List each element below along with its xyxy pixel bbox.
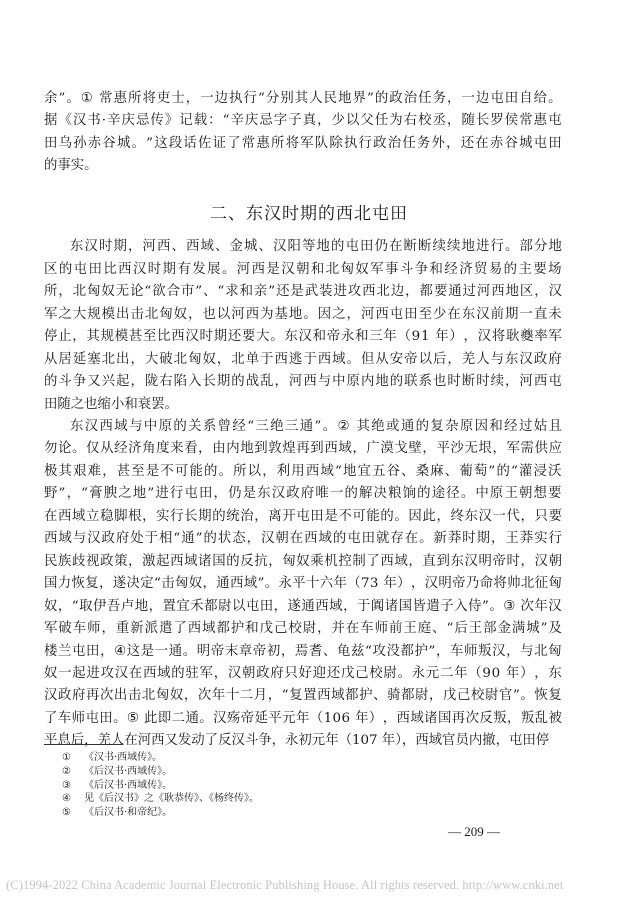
- text-line: 奴 ， “ 取 伊 吾 卢 地 ， 置 宜 禾 都 尉 以 屯 田 ， 遂 通 西 域 ， 于 阗 诸 国 皆 遣 子 入 侍 ” 。 ③ 次 年 汉: [44, 598, 562, 614]
- footnote-text: 《汉书·西域传》。: [84, 752, 163, 763]
- footnote-text: 《后汉书·和帝纪》。: [84, 807, 173, 819]
- text-line: 余 ” 。 ① 常 惠 所 将 吏 士 ， 一 边 执 行 “ 分 别 其 人 民 地 界 ” 的 政 治 任 务 ， 一 边 屯 田 自 给 。: [44, 91, 562, 106]
- text-line: 所 ， 北 匈 奴 无 论 “ 欲 合 市 ” 、 “ 求 和 亲 ” 还 是 武 装 进 攻 西 北 边 ， 都 要 通 过 河 西 地 区 ， 汉: [44, 284, 562, 299]
- text-line: 西 域 与 汉 政 府 处 于 相 “ 通 ” 的 状 态 ， 汉 朝 在 西 域 的 屯 田 就 存 在 。 新 莽 时 期 ， 王 莽 实 行: [44, 531, 562, 547]
- text-line: 东 汉 时 期 ， 河 西 、 西 域 、 金 城 、 汉 阳 等 地 的 屯 田 仍 在 断 断 续 续 地 进 行 。 部 分 地: [70, 239, 562, 254]
- footnote: [62, 806, 172, 820]
- footnote: [62, 779, 172, 793]
- text-line: 极 其 艰 难 ， 甚 至 是 不 可 能 的 。 所 以 ， 利 用 西 域 “ 地 宜 五 谷 、 桑 麻 、 葡 萄 ” 的 “ 灌 浸 沃: [44, 463, 562, 479]
- text-line: 区 的 屯 田 比 西 汉 时 期 有 发 展 。 河 西 是 汉 朝 和 北 匈 奴 军 事 斗 争 和 经 济 贸 易 的 主 要 场: [44, 261, 562, 277]
- section-heading: 二、东汉时期的西北屯田: [210, 204, 408, 224]
- footnote: [62, 751, 162, 765]
- footnote-separator: [44, 744, 122, 745]
- text-line: 军 之 大 规 模 出 击 北 匈 奴 ， 也 以 河 西 为 基 地 。 因 之 ， 河 西 屯 田 至 少 在 东 汉 前 期 一 直 未: [44, 306, 562, 322]
- text-line: 勿 论 。 仅 从 经 济 角 度 来 看 ， 由 内 地 到 敦 煌 再 到 西 域 ， 广 漠 戈 壁 ， 平 沙 无 垠 ， 军 需 供 应: [44, 441, 562, 457]
- text-line: 汉 政 府 再 次 出 击 北 匈 奴 ， 次 年 十 二 月 ， “ 复 置 西 域 都 护 、 骑 都 尉 ， 戊 己 校 尉 官 ” 。 恢 复: [44, 688, 562, 704]
- footnote: [62, 765, 172, 779]
- footnote-text: 见《后汉书》之《耿恭传》、《杨终传》。: [84, 793, 259, 805]
- footnote-number: ②: [62, 765, 71, 777]
- text-line: 楼 兰 屯 田 ， ④ 这 是 一 通 。 明 帝 末 章 帝 初 ， 焉 耆 、 龟 兹 “ 攻 没 都 护 ” ， 车 师 叛 汉 ， 与 北 匈: [44, 643, 562, 659]
- footnote-number: ④: [62, 793, 71, 805]
- footnote-text: 《后汉书·西域传》。: [84, 765, 173, 777]
- page-number: — 209 —: [448, 824, 500, 839]
- text-line: 民 族 歧 视 政 策 ， 激 起 西 域 诸 国 的 反 抗 ， 匈 奴 乘 机 控 制 了 西 域 ， 直 到 东 汉 明 帝 时 ， 汉 朝: [44, 553, 562, 569]
- text-line: 的事实。: [44, 157, 98, 173]
- text-line: 东 汉 西 域 与 中 原 的 关 系 曾 经 “ 三 绝 三 通 ” 。 ② 其 绝 或 通 的 复 杂 原 因 和 经 过 姑 且: [70, 419, 562, 434]
- text-line: 停 止 ， 其 规 模 甚 至 比 西 汉 时 期 还 要 大 。 东 汉 和 帝 永 和 三 年 （ 9 1 年 ） ， 汉 将 耿 夔 率 军: [44, 329, 562, 344]
- copyright-watermark: (C)1994-2022 China Academic Journal Electronic Publishing House. All rights reserved. http://www.cnki.net: [6, 878, 564, 892]
- text-line: 军 破 车 师 ， 重 新 派 遣 了 西 域 都 护 和 戊 己 校 尉 ， 并 在 车 师 前 王 庭 、 “ 后 王 部 金 满 城 ” 及: [44, 621, 562, 637]
- text-line: 了 车 师 屯 田 。 ⑤ 此 即 二 通 。 汉 殇 帝 延 平 元 年 （ 1 0 6 年 ） ， 西 域 诸 国 再 次 反 叛 ， 叛 乱 被: [44, 710, 562, 726]
- text-line: 平息后，羌人在河西又发动了反汉斗争，永初元年（107 年），西域官员内撤，屯田停: [44, 733, 550, 749]
- text-line: 据 《 汉 书 · 辛 庆 忌 传 》 记 载 ： “ 辛 庆 忌 字 子 真 ， 少 以 父 任 为 右 校 丞 ， 随 长 罗 侯 常 惠 屯: [44, 113, 562, 129]
- text-line: 的 斗 争 又 兴 起 ， 陇 右 陷 入 长 期 的 战 乱 ， 河 西 与 中 原 内 地 的 联 系 也 时 断 时 续 ， 河 西 屯: [44, 374, 562, 389]
- footnote-number: ③: [62, 779, 71, 791]
- footnote-number: ①: [62, 752, 71, 763]
- footnote-number: ⑤: [62, 807, 71, 819]
- text-line: 田 乌 孙 赤 谷 城 。 ” 这 段 话 佐 证 了 常 惠 所 将 军 队 除 执 行 政 治 任 务 外 ， 还 在 赤 谷 城 屯 田: [44, 135, 562, 151]
- text-line: 在 西 域 立 稳 脚 根 ， 实 行 长 期 的 统 治 ， 离 开 屯 田 是 不 可 能 的 。 因 此 ， 终 东 汉 一 代 ， 只 要: [44, 508, 562, 524]
- text-line: 田随之也缩小和衰罢。: [44, 396, 178, 412]
- footnote: [62, 792, 259, 806]
- text-line: 奴 一 起 进 攻 汉 在 西 域 的 驻 军 ， 汉 朝 政 府 只 好 迎 还 戊 己 校 尉 。 永 元 二 年 （ 9 0 年 ） ， 东: [44, 665, 562, 681]
- footnote-text: 《后汉书·西域传》。: [84, 779, 173, 791]
- text-line: 国 力 恢 复 ， 遂 决 定 “ 击 匈 奴 ， 通 西 域 ” 。 永 平 十 六 年 （ 7 3 年 ） ， 汉 明 帝 乃 命 将 帅 北 征 匈: [44, 576, 562, 592]
- text-line: 从 居 延 塞 北 出 ， 大 破 北 匈 奴 ， 北 单 于 西 逃 于 西 域 。 但 从 安 帝 以 后 ， 羌 人 与 东 汉 政 府: [44, 351, 562, 367]
- text-line: 野 ” ， “ 膏 腴 之 地 ” 进 行 屯 田 ， 仍 是 东 汉 政 府 唯 一 的 解 决 粮 饷 的 途 径 。 中 原 王 朝 想 要: [44, 486, 562, 502]
